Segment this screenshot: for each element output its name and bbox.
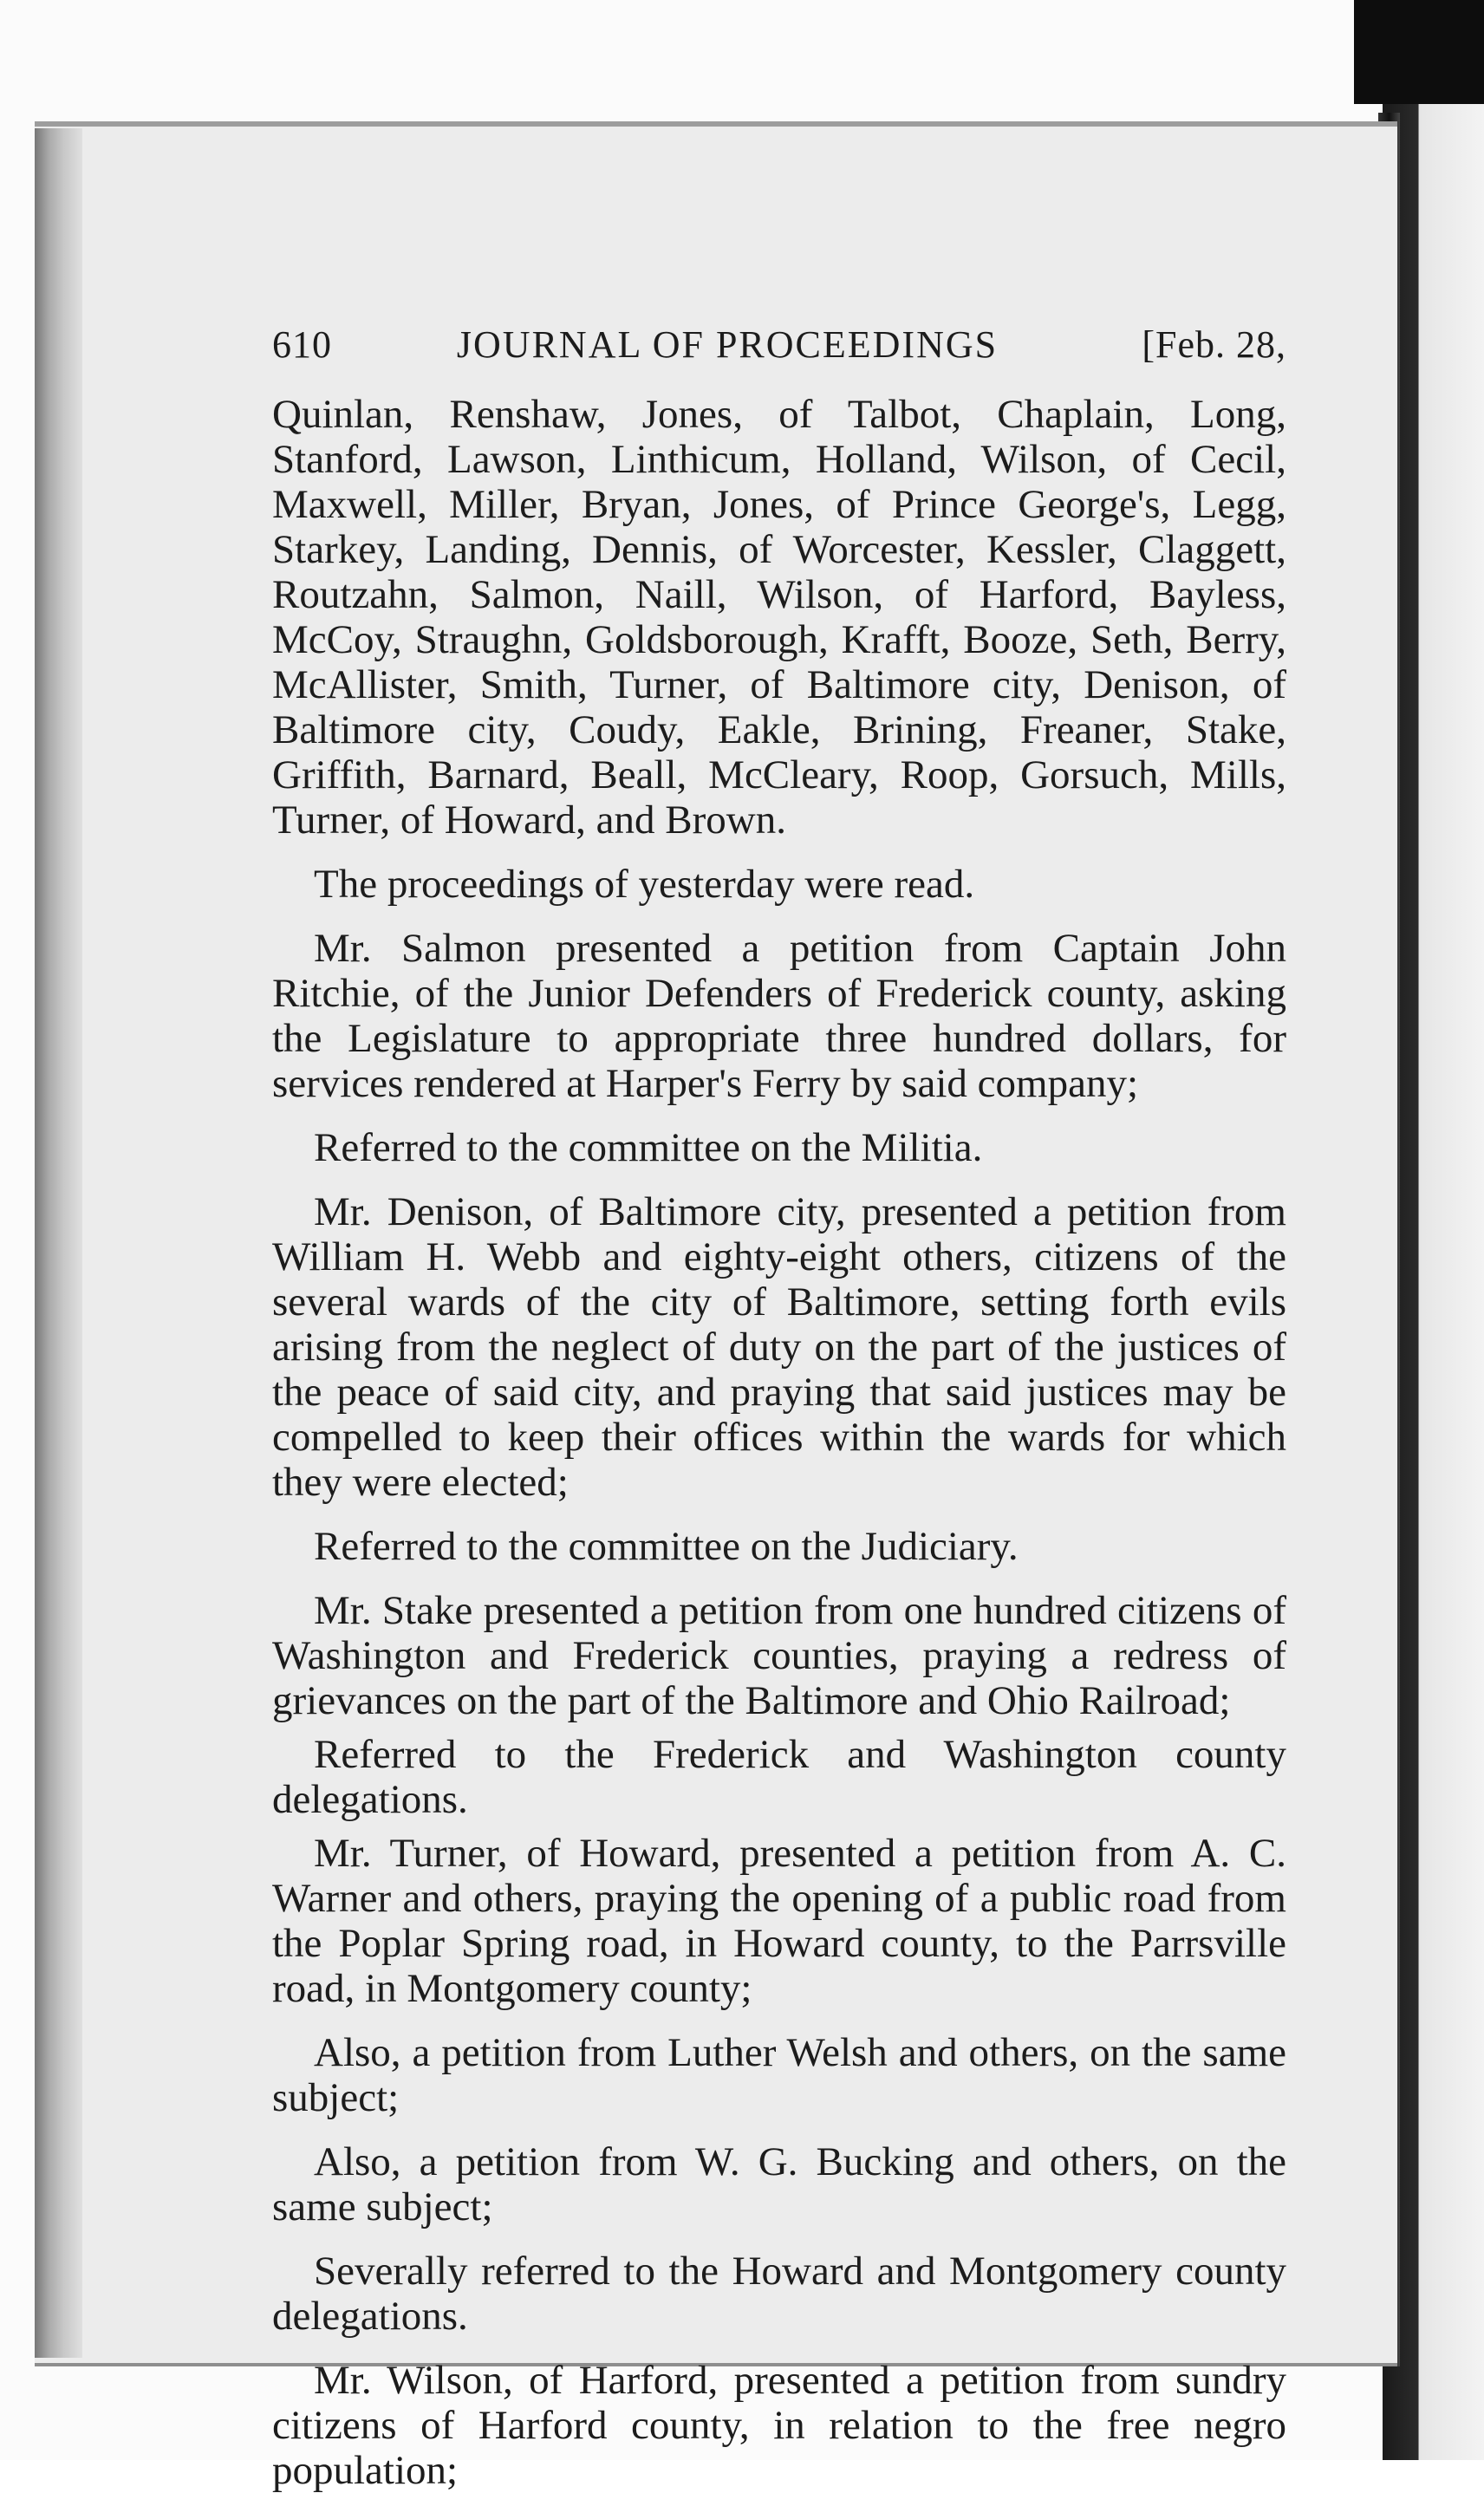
paragraph-welsh-petition: Also, a petition from Luther Welsh and others, on the same subject;: [272, 2030, 1286, 2120]
paragraph-bucking-petition: Also, a petition from W. G. Bucking and others, on the same subject;: [272, 2139, 1286, 2229]
paragraph-roll-call: Quinlan, Renshaw, Jones, of Talbot, Chaplain, Long, Stanford, Lawson, Linthicum, Holland, Wilson, of Cecil, Maxwell, Miller, Bryan, Jones, of Prince George's, Legg, Starkey, Landing, Dennis, of Worcester, Kessler, Claggett, Routzahn, Salmon, Naill, Wilson, of Harford, Bayless, McCoy, Straughn, Goldsborough, Krafft, Booze, Seth, Berry, McAllister, Smith, Turner, of Baltimore city, Denison, of Baltimore city, Coudy, Eakle, Brining, Freaner, Stake, Griffith, Barnard, Beall, McCleary, Roop, Gorsuch, Mills, Turner, of Howard, and Brown.: [272, 392, 1286, 843]
page-number: 610: [272, 323, 332, 366]
paragraph-referral-judiciary: Referred to the committee on the Judiciary.: [314, 1524, 1019, 1569]
paragraph-referral-howard-montgomery: Severally referred to the Howard and Montgomery county delegations.: [272, 2249, 1286, 2339]
scan-dark-corner: [1354, 0, 1484, 104]
paragraph-referral-militia: Referred to the committee on the Militia.: [314, 1125, 983, 1170]
running-title: JOURNAL OF PROCEEDINGS: [456, 323, 999, 366]
page-text: [272, 322, 1286, 2493]
paragraph-salmon-petition: Mr. Salmon presented a petition from Captain John Ritchie, of the Junior Defenders of Frederick county, asking the Legislature to appropriate three hundred dollars, for services rendered at Harper's Ferry by said company;: [272, 926, 1286, 1106]
page-stack-edge: [35, 128, 82, 2358]
date-header: [Feb. 28,: [1142, 323, 1286, 366]
paragraph-denison-petition: Mr. Denison, of Baltimore city, presented a petition from William H. Webb and eighty-eight others, citizens of the several wards of the city of Baltimore, setting forth evils arising from the neglect of duty on the part of the justices of the peace of said city, and praying that said justices may be compelled to keep their offices within the wards for which they were elected;: [272, 1189, 1286, 1505]
paragraph-stake-petition: Mr. Stake presented a petition from one hundred citizens of Washington and Frederick counties, praying a redress of grievances on the part of the Baltimore and Ohio Railroad;: [272, 1588, 1286, 1723]
paragraph-wilson-petition: Mr. Wilson, of Harford, presented a petition from sundry citizens of Harford county, in relation to the free negro population;: [272, 2358, 1286, 2493]
paragraph-turner-petition: Mr. Turner, of Howard, presented a petition from A. C. Warner and others, praying the opening of a public road from the Poplar Spring road, in Howard county, to the Parrsville road, in Montgomery county;: [272, 1831, 1286, 2011]
paragraph-referral-delegations: Referred to the Frederick and Washington county delegations.: [272, 1732, 1286, 1822]
running-header: [272, 322, 1286, 368]
paragraph-proceedings-read: The proceedings of yesterday were read.: [314, 862, 975, 907]
